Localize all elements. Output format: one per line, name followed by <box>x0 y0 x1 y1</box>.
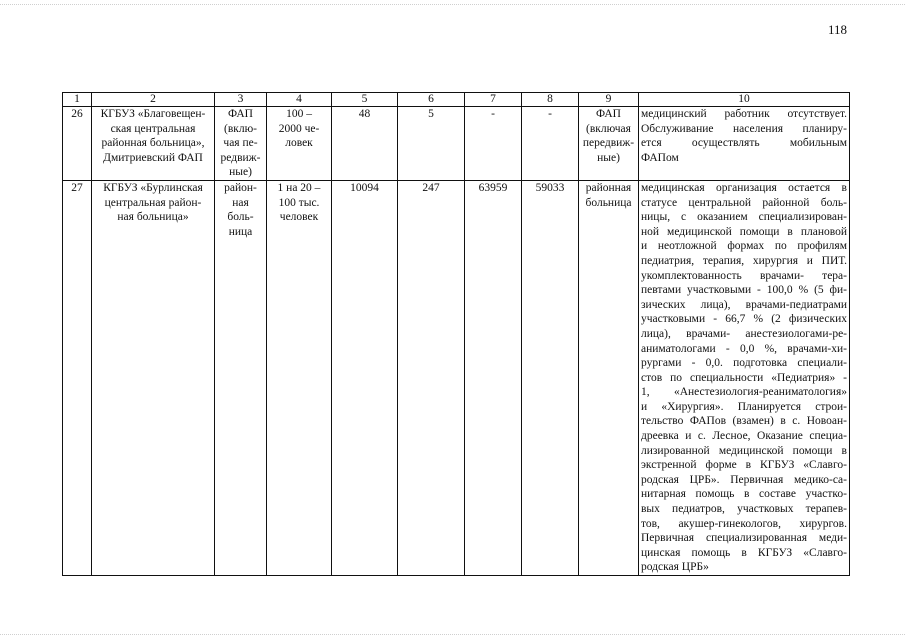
value-cell-7 <box>465 180 522 575</box>
column-number-header: 7 <box>465 93 522 107</box>
cell-text: - <box>548 108 552 120</box>
cell-text: 27 <box>71 181 83 194</box>
cell-line: укомплектованность врачами- тера- <box>641 269 847 282</box>
cell-line: родская ЦРБ». Первичная медико-са- <box>641 473 847 486</box>
value-cell-7 <box>465 107 522 181</box>
cell-line: тельство ФАПов (взамен) в с. Новоан- <box>641 415 847 428</box>
document-table <box>62 92 850 576</box>
cell-text: 59033 <box>535 181 565 194</box>
cell-line: (включая <box>586 122 631 135</box>
table-row <box>63 180 850 575</box>
page-number: 118 <box>827 22 847 37</box>
cell-line: ная <box>232 196 249 209</box>
description-cell <box>639 180 850 575</box>
cell-line: КГБУЗ «Благовещен- <box>100 108 206 120</box>
value-cell-5 <box>332 107 398 181</box>
cell-line: и «Хирургия». Планируется строи- <box>641 400 847 413</box>
scan-edge-top <box>0 4 905 6</box>
cell-line: больница <box>585 196 632 209</box>
column-number-header: 9 <box>579 93 639 107</box>
column-number-header: 6 <box>398 93 465 107</box>
cell-text: 48 <box>358 108 371 120</box>
column-number-header: 3 <box>215 93 267 107</box>
cell-text: 26 <box>71 108 83 120</box>
population-cell <box>267 180 332 575</box>
value-cell-8 <box>522 107 579 181</box>
facility-type-cell <box>215 107 267 181</box>
cell-line: редвиж- <box>220 151 261 164</box>
cell-text: - <box>491 108 495 120</box>
column-number-header: 8 <box>522 93 579 107</box>
cell-line: аниматологами - 0,0 %, врачами-хи- <box>641 342 847 355</box>
column-number-header: 1 <box>63 93 92 107</box>
cell-line: ловек <box>285 137 313 150</box>
cell-line: дреевка и с. Лесное, Оказание специа- <box>641 430 847 443</box>
cell-line: экстренной форме в КГБУЗ «Славго- <box>641 459 847 472</box>
cell-line: чая пе- <box>223 137 258 150</box>
cell-line: (вклю- <box>223 122 257 135</box>
row-number-cell <box>63 107 92 181</box>
cell-line: лизированной медицинской помощи в <box>641 444 847 457</box>
cell-line: и неотложной формах по профилям <box>641 240 847 253</box>
cell-line: ФАП <box>228 108 253 120</box>
cell-line: передвиж- <box>582 137 635 150</box>
cell-line: ные) <box>597 151 620 164</box>
cell-line: человек <box>279 211 319 224</box>
cell-line: ФАП <box>596 108 621 120</box>
cell-line: ская центральная <box>110 122 196 135</box>
scan-edge-bottom <box>0 634 905 636</box>
cell-line: ФАПом <box>641 151 679 164</box>
cell-line: район- <box>224 181 257 194</box>
table-row <box>63 107 850 181</box>
cell-line: педиатрия, терапия, хирургия и ПИТ. <box>641 254 847 267</box>
cell-line: цинская помощь в КГБУЗ «Славго- <box>641 546 847 559</box>
cell-line: ница <box>228 225 253 238</box>
planned-type-cell <box>579 107 639 181</box>
cell-line: рургами - 0,0. подготовка специали- <box>641 357 847 370</box>
cell-line: центральная район- <box>104 196 202 209</box>
column-number-header: 5 <box>332 93 398 107</box>
cell-text: 5 <box>428 108 434 120</box>
cell-line: КГБУЗ «Бурлинская <box>103 181 203 194</box>
organization-cell <box>92 180 215 575</box>
description-cell <box>639 107 850 181</box>
cell-line: боль- <box>227 211 254 224</box>
planned-type-cell <box>579 180 639 575</box>
cell-line: тов, акушер-гинекологов, хирургов. <box>641 517 847 530</box>
value-cell-5 <box>332 180 398 575</box>
facility-type-cell <box>215 180 267 575</box>
cell-line: 100 – <box>286 108 312 120</box>
cell-line: певтами участковыми - 100,0 % (5 фи- <box>641 284 847 297</box>
cell-text: 10094 <box>350 181 379 194</box>
cell-line: Обслуживание населения планиру- <box>641 122 847 135</box>
cell-line: 1 на 20 – <box>277 181 321 194</box>
cell-line: ные) <box>229 166 252 179</box>
cell-line: ется осуществлять мобильным <box>641 137 847 150</box>
cell-line: 2000 че- <box>278 122 320 135</box>
column-number-header: 4 <box>267 93 332 107</box>
cell-line: родская ЦРБ» <box>641 561 709 574</box>
cell-line: Дмитриевский ФАП <box>103 151 203 164</box>
cell-line: медицинский работник отсутствует. <box>641 108 847 120</box>
column-number-header: 2 <box>92 93 215 107</box>
cell-line: статусе центральной районной боль- <box>641 196 847 209</box>
cell-text: 247 <box>422 181 440 194</box>
cell-line: ная больница» <box>117 211 189 224</box>
value-cell-6 <box>398 180 465 575</box>
cell-line: Первичная специализированная меди- <box>641 532 847 545</box>
row-number-cell <box>63 180 92 575</box>
cell-line: вых педиатров, участковых терапев- <box>641 503 847 516</box>
cell-line: стов по специальности «Педиатрия» - <box>641 371 847 384</box>
cell-line: лица), врачами- анестезиологами-ре- <box>641 327 847 340</box>
value-cell-8 <box>522 180 579 575</box>
cell-line: нитарная помощь в составе участко- <box>641 488 847 501</box>
organization-cell <box>92 107 215 181</box>
cell-line: 100 тыс. <box>278 196 320 209</box>
cell-line: зических лица), врачами-педиатрами <box>641 298 847 311</box>
cell-line: ницы, с оказанием специализирован- <box>641 211 847 224</box>
cell-line: медицинская организация остается в <box>641 181 847 194</box>
cell-line: 1, «Анестезиология-реаниматология» <box>641 386 847 399</box>
value-cell-6 <box>398 107 465 181</box>
cell-line: участковыми - 66,7 % (2 физических <box>641 313 847 326</box>
column-number-header: 10 <box>639 93 850 107</box>
cell-line: районная <box>585 181 632 194</box>
table-header-row <box>63 93 850 107</box>
cell-line: районная больница», <box>101 137 205 150</box>
population-cell <box>267 107 332 181</box>
cell-text: 63959 <box>478 181 508 194</box>
cell-line: ной медицинской помощи в плановой <box>641 225 847 238</box>
